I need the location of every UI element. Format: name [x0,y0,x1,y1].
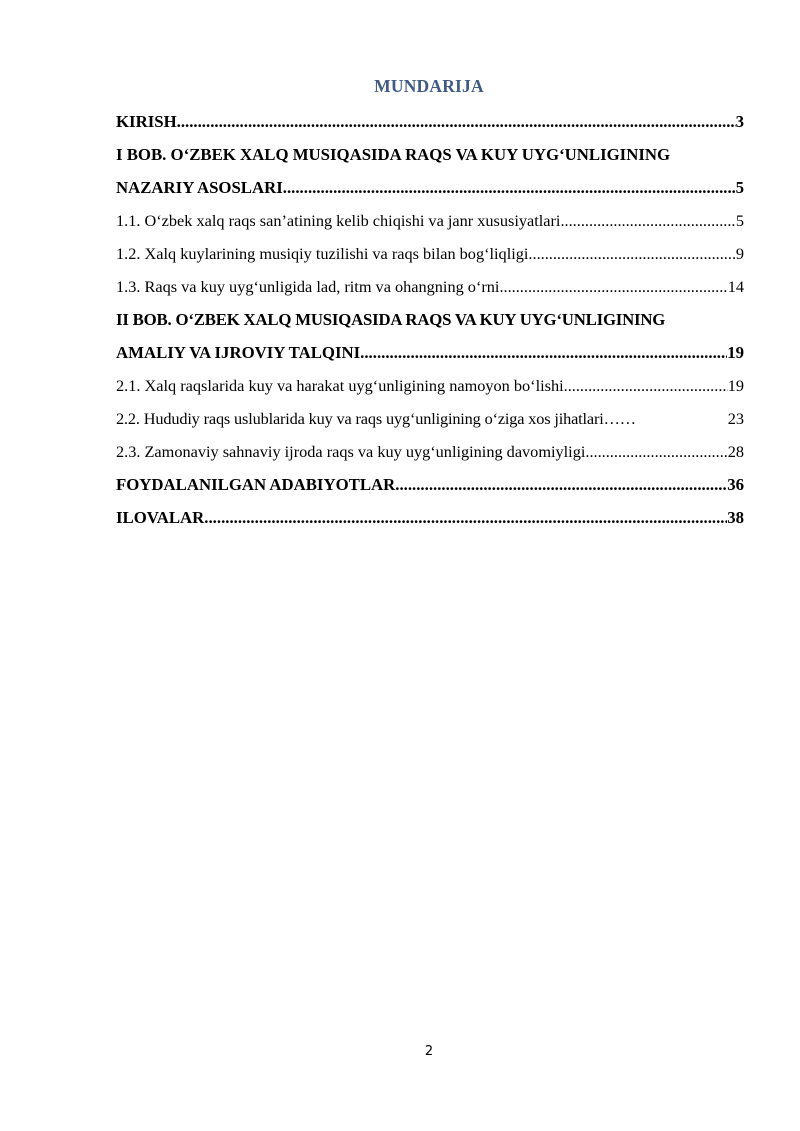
toc-entry-label: 2.3. Zamonaviy sahnaviy ijroda raqs va kuy uyg‘unligining davomiyligi [116,442,586,461]
toc-entry-label: KIRISH [116,112,177,131]
toc-entry-page: 14 [727,277,744,296]
toc-entry-page: 5 [735,178,744,197]
dot-leader [283,171,736,204]
dot-leader [528,237,735,270]
toc-entry-label: 1.1. O‘zbek xalq raqs san’atining kelib chiqishi va janr xususiyatlari [116,211,561,230]
toc-entry-label: II BOB. O‘ZBEK XALQ MUSIQASIDA RAQS VA KUY UYG‘UNLIGINING [116,310,666,329]
page-number: 2 [424,1044,434,1059]
dot-leader [177,105,736,138]
dot-leader [360,336,727,369]
toc-entry-page: 19 [727,343,744,362]
table-of-contents [116,105,744,534]
toc-entry-label: 1.2. Xalq kuylarining musiqiy tuzilishi va raqs bilan bog‘liqligi [116,244,529,263]
toc-entry-chapter-1-line-1[interactable] [116,138,744,171]
toc-entry-page: 38 [727,508,744,527]
dot-leader [499,270,727,303]
toc-entry-label: NAZARIY ASOSLARI [116,178,283,197]
toc-entry-2-3[interactable] [116,435,744,468]
toc-entry-chapter-2-line-1[interactable] [116,303,744,336]
toc-entry-2-1[interactable] [116,369,744,402]
dot-leader [395,468,727,501]
dot-leader [560,204,735,237]
toc-entry-1-1[interactable] [116,204,744,237]
toc-entry-label: FOYDALANILGAN ADABIYOTLAR [116,475,396,494]
toc-entry-bibliography[interactable] [116,468,744,501]
dot-leader [585,435,727,468]
toc-entry-label: I BOB. O‘ZBEK XALQ MUSIQASIDA RAQS VA KUY UYG‘UNLIGINING [116,145,671,164]
toc-entry-label: AMALIY VA IJROVIY TALQINI [116,343,361,362]
toc-entry-kirish[interactable] [116,105,744,138]
dot-leader [204,501,727,534]
toc-entry-1-2[interactable] [116,237,744,270]
toc-entry-page: 19 [727,376,744,395]
toc-entry-page: 36 [727,475,744,494]
toc-entry-1-3[interactable] [116,270,744,303]
toc-entry-label: 1.3. Raqs va kuy uyg‘unligida lad, ritm va ohangning o‘rni [116,277,500,296]
toc-entry-chapter-1-line-2[interactable] [116,171,744,204]
toc-entry-label: 2.1. Xalq raqslarida kuy va harakat uyg‘unligining namoyon bo‘lishi [116,376,564,395]
toc-title: MUNDARIJA [374,76,484,96]
toc-entry-chapter-2-line-2[interactable] [116,336,744,369]
toc-entry-label: 2.2. Hududiy raqs uslublarida kuy va raqs uyg‘unligining o‘ziga xos jihatlari…… [116,409,636,428]
dot-leader [564,369,728,402]
toc-entry-label: ILOVALAR [116,508,205,527]
toc-entry-page: 5 [735,211,744,230]
toc-entry-page: 9 [735,244,744,263]
toc-entry-2-2[interactable] [116,402,744,435]
toc-entry-page: 23 [727,409,744,428]
toc-entry-page: 28 [727,442,744,461]
toc-entry-page: 3 [735,112,744,131]
toc-entry-appendices[interactable] [116,501,744,534]
